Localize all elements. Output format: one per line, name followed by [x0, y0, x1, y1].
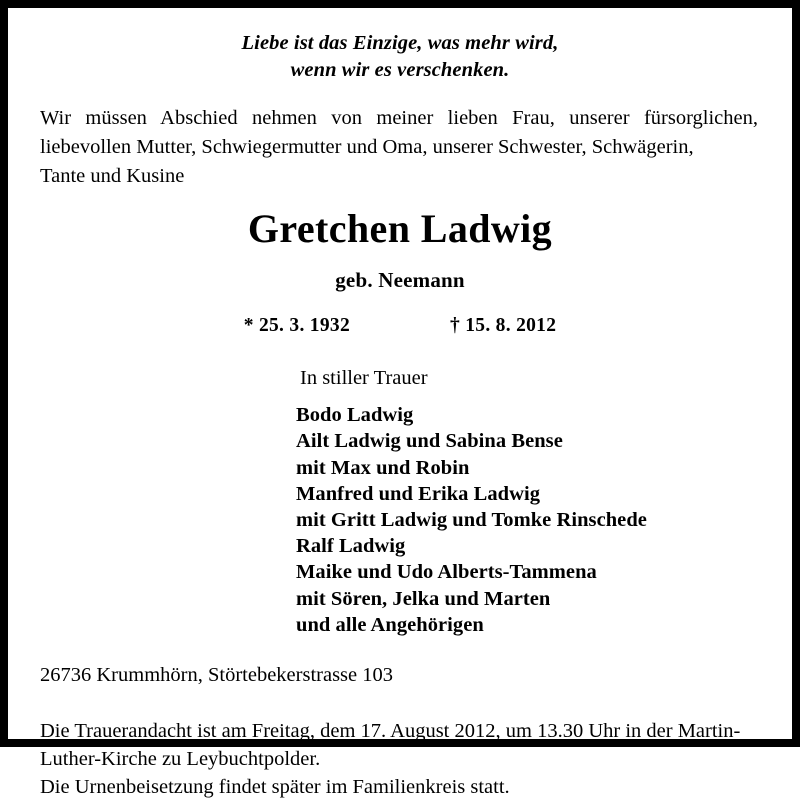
mourner-name: Manfred und Erika Ladwig — [296, 482, 541, 505]
service-announcement — [40, 717, 760, 774]
birth-date: * 25. 3. 1932 — [243, 315, 350, 337]
service-announcement-body: Die Trauerandacht ist am Freitag, dem 17. August 2012, um 13.30 Uhr in der Martin- — [40, 719, 741, 742]
mourners-block — [38, 365, 762, 638]
death-date: † 15. 8. 2012 — [450, 315, 557, 337]
mourners-heading: In stiller Trauer — [300, 367, 428, 390]
mourner-name: mit Gritt Ladwig und Tomke Rinschede — [296, 509, 647, 531]
address-line: 26736 Krummhörn, Störtebekerstrasse 103 — [40, 664, 393, 687]
mourner-name: Ailt Ladwig und Sabina Bense — [296, 430, 563, 453]
deceased-name: Gretchen Ladwig — [247, 206, 553, 252]
epigraph — [38, 30, 762, 84]
intro-last-line: Tante und Kusine — [40, 165, 185, 188]
mourners-list — [296, 402, 762, 638]
intro-paragraph — [38, 104, 762, 191]
epigraph-line-2: wenn wir es verschenken. — [290, 59, 510, 82]
intro-body: Wir müssen Abschied nehmen von meiner lieben Frau, unserer fürsorglichen, liebevollen Mutter, Schwiegermutter und Oma, unserer Schwester, Schwägerin, — [40, 107, 758, 159]
mourner-name: mit Max und Robin — [296, 456, 470, 479]
life-dates — [38, 315, 762, 337]
epigraph-line-1: Liebe ist das Einzige, was mehr wird, — [241, 32, 559, 54]
service-details — [40, 717, 762, 802]
mourner-name: mit Sören, Jelka und Marten — [296, 587, 551, 610]
deceased-name-block — [38, 207, 762, 293]
deceased-maiden-name: geb. Neemann — [335, 268, 465, 293]
service-announcement-tail: Luther-Kirche zu Leybuchtpolder. — [40, 748, 321, 771]
mourner-name: Maike und Udo Alberts-Tammena — [296, 561, 597, 584]
death-notice-content — [8, 8, 792, 799]
burial-note: Die Urnenbeisetzung findet später im Familienkreis statt. — [40, 776, 510, 799]
mourner-name: Ralf Ladwig — [296, 535, 406, 558]
mourner-name: Bodo Ladwig — [296, 404, 414, 427]
mourner-name: und alle Angehörigen — [296, 613, 484, 636]
